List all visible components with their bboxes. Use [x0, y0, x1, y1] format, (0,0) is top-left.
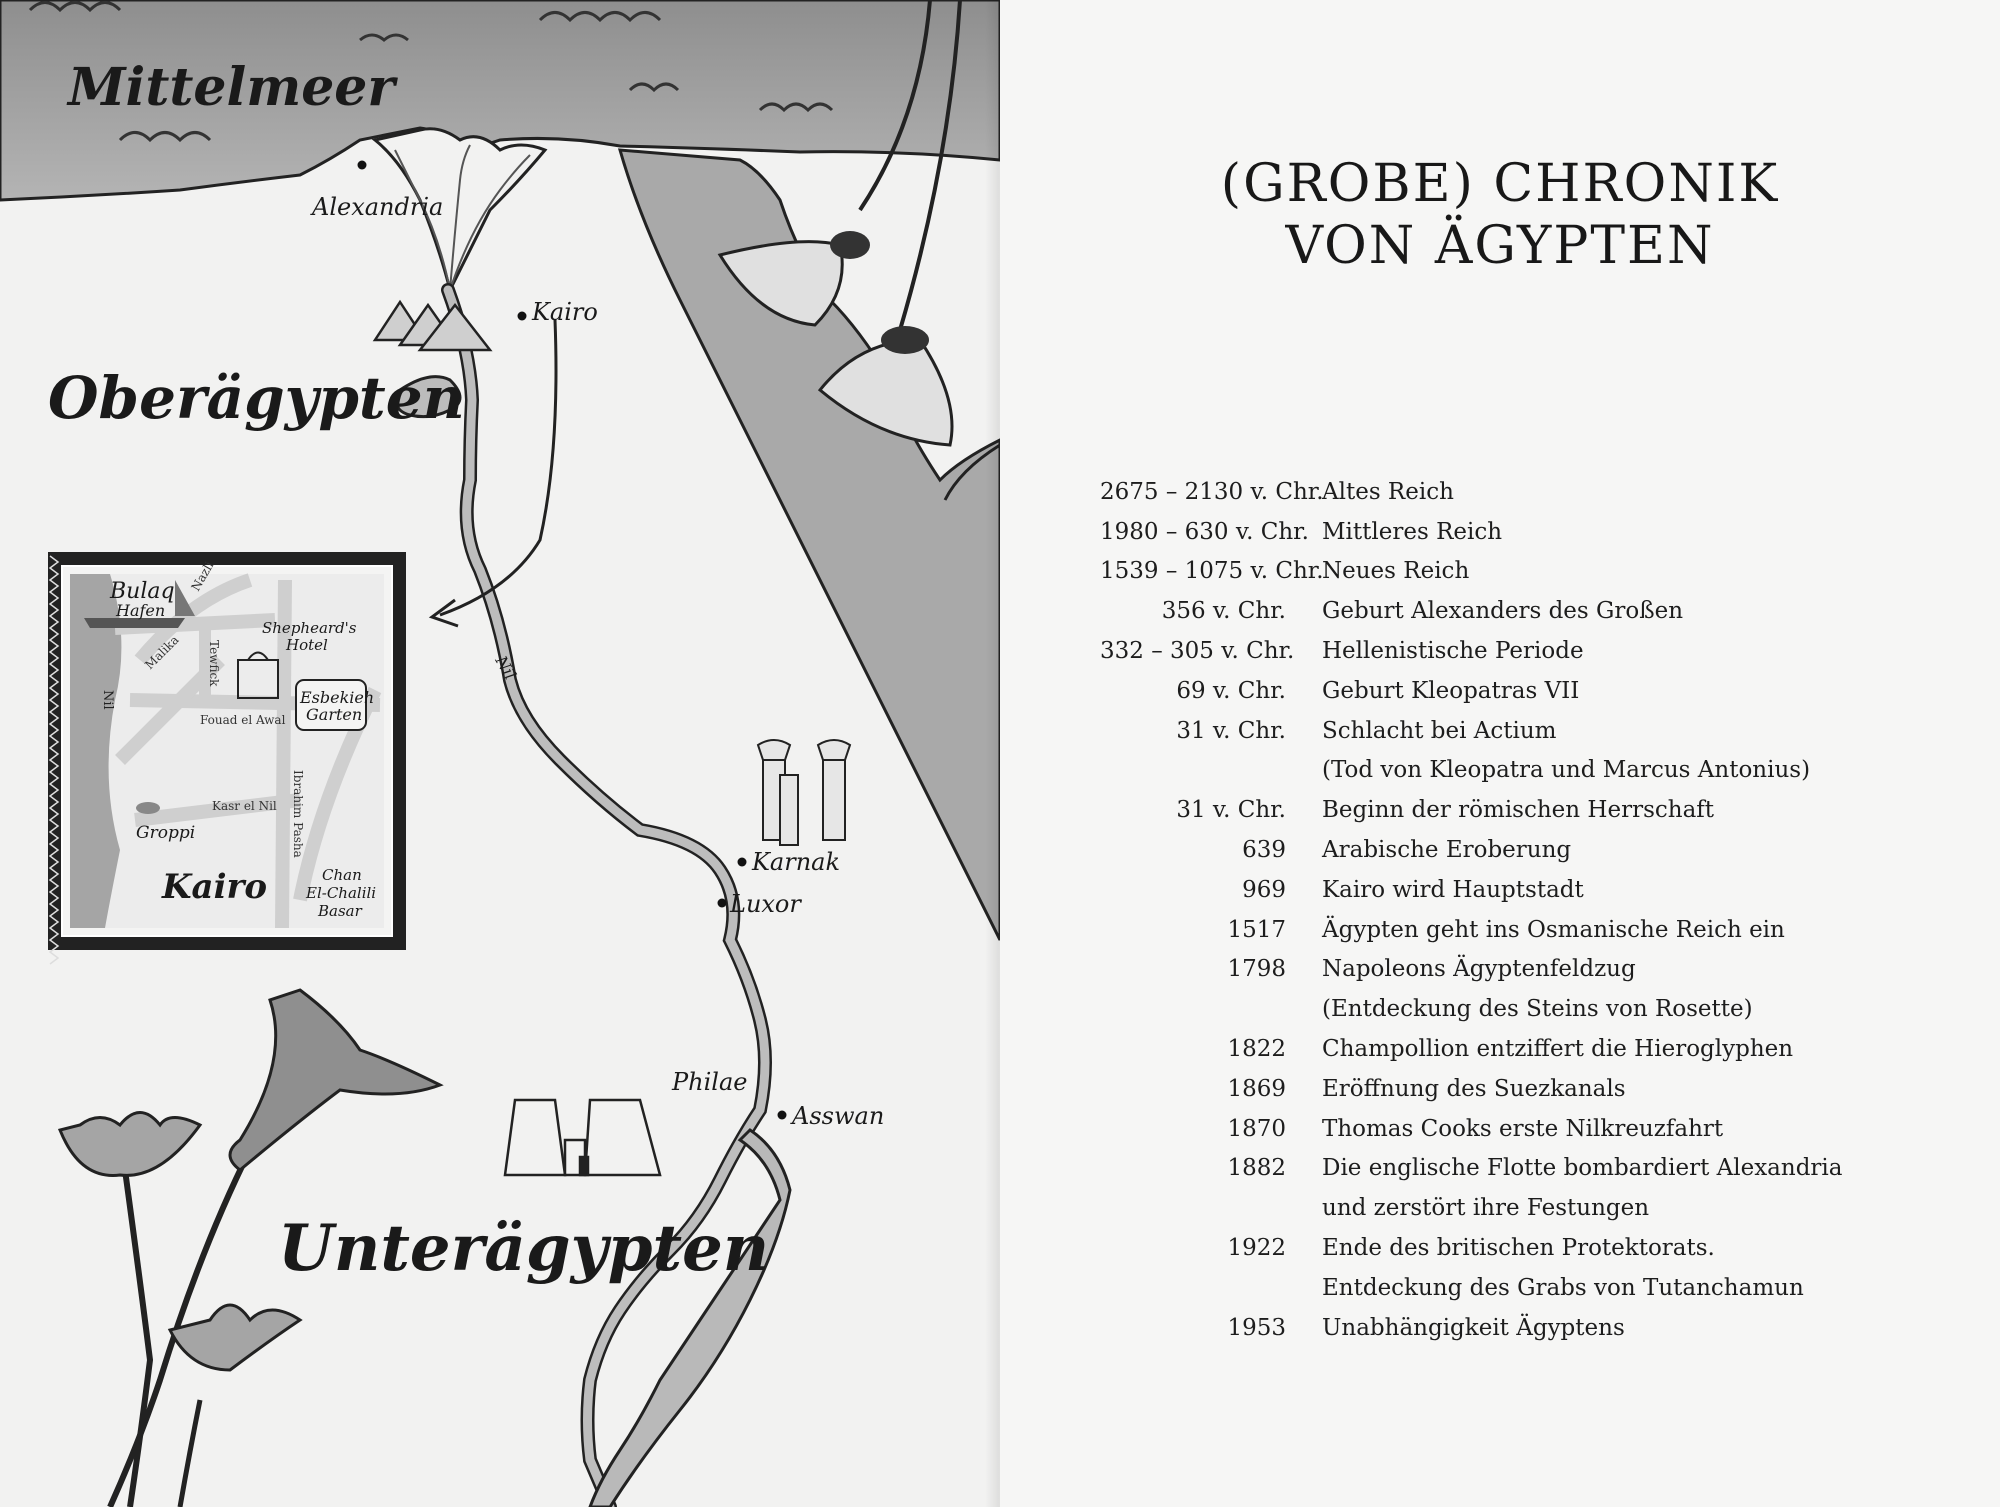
chronicle-date: 31 v. Chr. [1176, 797, 1286, 824]
inset-street-tewfick: Tewfick [207, 640, 221, 687]
philae-temple-icon [505, 1100, 660, 1175]
chronicle-row [1100, 950, 1960, 990]
inset-street-nil: Nil [100, 690, 115, 710]
inset-label-bulaq: Bulaq [110, 579, 175, 604]
inset-street-kasr: Kasr el Nil [212, 799, 277, 813]
chronicle-date: 332 – 305 v. Chr. [1100, 638, 1295, 665]
inset-label-esbekieh: Esbekieh [300, 688, 375, 707]
chronicle-row [1100, 1029, 1960, 1069]
label-mittelmeer: Mittelmeer [68, 57, 395, 118]
chronicle-date: 356 v. Chr. [1161, 598, 1286, 625]
chronicle-event: Arabische Eroberung [1322, 837, 1572, 864]
label-unteraegypten: Unterägypten [278, 1211, 770, 1286]
chronicle-event: Hellenistische Periode [1322, 638, 1584, 665]
chronicle-row [1100, 631, 1960, 671]
chronicle-list [1100, 472, 1960, 1348]
chronicle-date: 1882 [1227, 1155, 1286, 1182]
chronicle-date: 1798 [1227, 956, 1286, 983]
inset-label-groppi: Groppi [136, 823, 196, 843]
label-alexandria: Alexandria [312, 193, 444, 221]
chronicle-row [1100, 512, 1960, 552]
chronicle-date: 2675 – 2130 v. Chr. [1100, 478, 1324, 505]
chronicle-event: Champollion entziffert die Hieroglyphen [1322, 1036, 1794, 1063]
inset-street-ibrahim: Ibrahim Pasha [291, 770, 305, 858]
chronicle-event: und zerstört ihre Festungen [1322, 1195, 1650, 1222]
label-oberaegypten: Oberägypten [48, 364, 465, 432]
inset-street-malika: Malika [142, 632, 182, 673]
chronicle-row [1100, 552, 1960, 592]
chronicle-event: Ägypten geht ins Osmanische Reich ein [1322, 916, 1785, 943]
chronicle-date: 1869 [1227, 1075, 1286, 1102]
inset-title-kairo: Kairo [162, 867, 268, 907]
chronicle-row [1100, 989, 1960, 1029]
inset-label-chan: Chan [322, 866, 362, 884]
chronicle-row [1100, 711, 1960, 751]
chronicle-event: Die englische Flotte bombardiert Alexandria [1322, 1155, 1843, 1182]
chronicle-event: (Tod von Kleopatra und Marcus Antonius) [1322, 757, 1811, 784]
chronicle-date: 1922 [1227, 1235, 1286, 1262]
chronicle-row [1100, 1109, 1960, 1149]
chronicle-date: 1980 – 630 v. Chr. [1100, 518, 1309, 545]
chronicle-event: Geburt Kleopatras VII [1322, 677, 1580, 704]
label-luxor: Luxor [730, 890, 801, 918]
label-kairo: Kairo [532, 298, 598, 326]
inset-label-garten: Garten [306, 705, 363, 724]
chronicle-event: Altes Reich [1322, 478, 1454, 505]
label-philae: Philae [672, 1068, 748, 1096]
chronicle-date: 69 v. Chr. [1176, 677, 1286, 704]
chronicle-row [1100, 1188, 1960, 1228]
inset-label-el-chalili: El-Chalili [306, 884, 377, 902]
chronicle-event: Beginn der römischen Herrschaft [1322, 797, 1715, 824]
pyramids-icon [375, 302, 490, 350]
chronicle-row [1100, 870, 1960, 910]
karnak-columns-icon [758, 740, 850, 845]
chronicle-date: 1870 [1227, 1115, 1286, 1142]
chronicle-date: 1539 – 1075 v. Chr. [1100, 558, 1324, 585]
inset-label-hafen: Hafen [116, 601, 166, 620]
chronicle-date: 639 [1242, 837, 1286, 864]
chronicle-date: 1953 [1227, 1314, 1286, 1341]
chronicle-date: 1517 [1227, 916, 1286, 943]
text-page [1000, 0, 2000, 1507]
cairo-inset [48, 552, 406, 964]
chronicle-event: Mittleres Reich [1322, 518, 1503, 545]
chronicle-row [1100, 591, 1960, 631]
page-title [1200, 153, 1800, 277]
chronicle-event: Neues Reich [1322, 558, 1470, 585]
chronicle-row [1100, 790, 1960, 830]
chronicle-row [1100, 1069, 1960, 1109]
chronicle-event: Geburt Alexanders des Großen [1322, 598, 1684, 625]
page-title-line-1: (GROBE) CHRONIK [1220, 153, 1780, 214]
chronicle-row [1100, 910, 1960, 950]
page-title-line-2: VON ÄGYPTEN [1285, 215, 1715, 276]
chronicle-event: Thomas Cooks erste Nilkreuzfahrt [1322, 1115, 1724, 1142]
chronicle-row [1100, 751, 1960, 791]
label-asswan: Asswan [792, 1102, 885, 1130]
chronicle-row [1100, 671, 1960, 711]
chronicle-row [1100, 1149, 1960, 1189]
chronicle-event: Entdeckung des Grabs von Tutanchamun [1322, 1274, 1804, 1301]
chronicle-row [1100, 1268, 1960, 1308]
chronicle-row [1100, 1228, 1960, 1268]
chronicle-row [1100, 1308, 1960, 1348]
chronicle-date: 969 [1242, 876, 1286, 903]
chronicle-row [1100, 472, 1960, 512]
inset-label-hotel: Hotel [286, 636, 328, 654]
chronicle-event: Napoleons Ägyptenfeldzug [1322, 956, 1636, 983]
chronicle-date: 31 v. Chr. [1176, 717, 1286, 744]
chronicle-event: Unabhängigkeit Ägyptens [1322, 1314, 1625, 1341]
chronicle-event: Schlacht bei Actium [1322, 717, 1557, 744]
label-karnak: Karnak [752, 848, 841, 876]
label-nil: Nil [491, 652, 521, 683]
chronicle-event: Eröffnung des Suezkanals [1322, 1075, 1626, 1102]
inset-street-nazli: Nazli [188, 559, 217, 594]
inset-label-shepheards: Shepheard's [262, 619, 357, 637]
chronicle-event: (Entdeckung des Steins von Rosette) [1322, 996, 1753, 1023]
chronicle-date: 1822 [1227, 1036, 1286, 1063]
chronicle-event: Ende des britischen Protektorats. [1322, 1235, 1715, 1262]
inset-label-basar: Basar [318, 902, 362, 920]
chronicle-row [1100, 830, 1960, 870]
inset-street-fouad: Fouad el Awal [200, 713, 286, 727]
chronicle-event: Kairo wird Hauptstadt [1322, 876, 1584, 903]
